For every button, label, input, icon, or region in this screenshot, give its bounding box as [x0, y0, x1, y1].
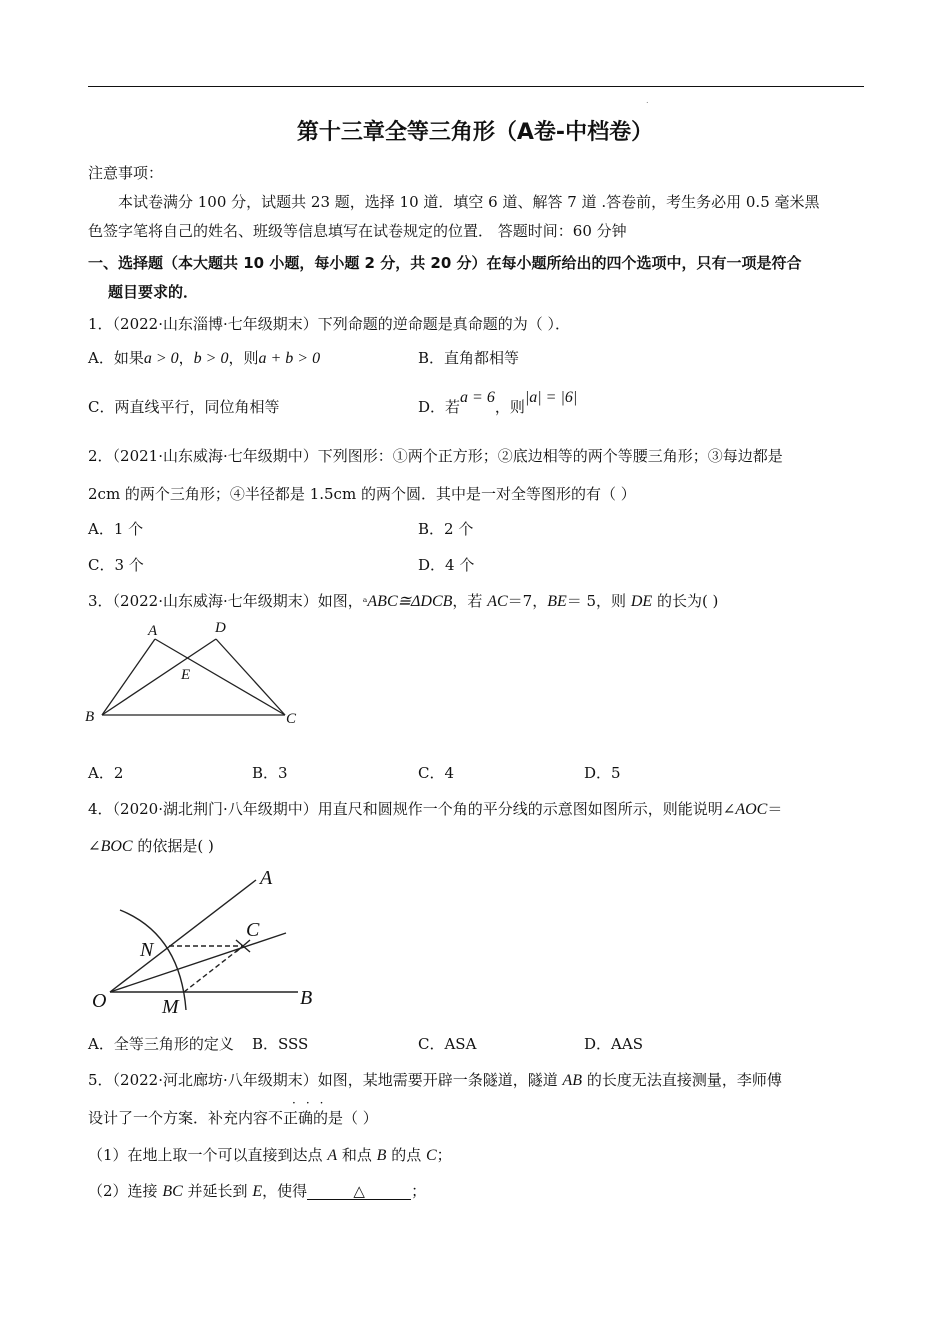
q3-line-ac [155, 639, 285, 715]
q4-angle-boc: BOC [100, 838, 133, 855]
q3-option-b: B．3 [252, 764, 288, 782]
q4-line-1-end: ＝ [767, 800, 783, 818]
q1-stem: 1．（2022·山东淄博·七年级期末）下列命题的逆命题是真命题的为（ ）． [88, 315, 571, 333]
q3-be: BE [547, 593, 567, 610]
q4-figure [88, 862, 328, 1022]
q3-stem-mid-1: ，若 [452, 592, 488, 610]
q3-option-a: A．2 [88, 764, 124, 782]
q5-step-2-blank: △ [307, 1183, 411, 1200]
notice-label: 注意事项： [88, 164, 164, 182]
q1-a-mid: ，则 [228, 349, 259, 367]
q3-label-e: E [181, 667, 191, 683]
q5-step-1-mid-2: 的点 [386, 1146, 426, 1164]
q5-line-1-end: 的长度无法直接测量，李师傅 [582, 1071, 782, 1089]
q2-line-2: 2cm 的两个三角形；④半径都是 1.5cm 的两个圆．其中是一对全等图形的有（ ） [88, 485, 636, 503]
q1-a-sep: ， [178, 349, 194, 367]
q4-option-c: C．ASA [418, 1035, 477, 1053]
q2-option-d: D．4 个 [418, 556, 475, 574]
q4-label-a: A [260, 867, 273, 889]
q5-line-2: 设计了一个方案．补充内容不正确的是（ ） [88, 1109, 378, 1127]
q3-ac: AC [487, 593, 508, 610]
q1-option-d [418, 386, 578, 416]
q4-label-o: O [92, 990, 107, 1012]
q3-triangle-mark: ᵃ [362, 595, 368, 609]
q1-d-math-1: a = 6 [460, 389, 495, 406]
notice-line-1: 本试卷满分 100 分，试题共 23 题，选择 10 道．填空 6 道、解答 7 道 .答卷前，考生务必用 0.5 毫米黑 [118, 193, 820, 211]
q4-label-n: N [140, 939, 154, 961]
q1-d-mid: ，则 [494, 398, 525, 416]
q1-a-prefix: A．如果 [88, 349, 144, 367]
q5-step-1 [88, 1144, 452, 1165]
q4-dashed-mc [184, 946, 243, 992]
q5-step-2-e: E [252, 1183, 263, 1200]
q5-step-2 [88, 1180, 426, 1201]
q1-d-math-2: |a| = |6| [524, 389, 578, 406]
q5-step-2-mid: 并延长到 [182, 1182, 253, 1200]
q3-option-c: C．4 [418, 764, 455, 782]
header-rule [88, 86, 864, 87]
q5-line-1-pre: 5．（2022·河北廊坊·八年级期末）如图，某地需要开辟一条隧道，隧道 [88, 1071, 563, 1089]
q3-line-dc [216, 639, 285, 715]
q2-option-b: B．2 个 [418, 520, 474, 538]
q4-line-1-pre: 4．（2020·湖北荆门·八年级期中）用直尺和圆规作一个角的平分线的示意图如图所示，则能说明∠ [88, 800, 736, 818]
q4-label-b: B [300, 987, 313, 1009]
q3-label-d: D [215, 620, 226, 636]
section-heading-line-1: 一、选择题（本大题共 10 小题，每小题 2 分，共 20 分）在每小题所给出的四个选项中，只有一项是符合 [88, 254, 802, 272]
q5-step-1-c: C [425, 1147, 437, 1164]
q3-option-d: D．5 [584, 764, 621, 782]
q3-label-a: A [148, 623, 158, 639]
q1-d-prefix: D．若 [418, 398, 461, 416]
q3-stem-mid-2: ＝7， [507, 592, 548, 610]
section-heading-line-2: 题目要求的． [108, 283, 199, 301]
q3-stem [88, 590, 718, 611]
q3-line-ba [102, 639, 155, 715]
q1-a-math-2: b > 0 [193, 350, 229, 367]
q5-step-2-bc: BC [162, 1183, 183, 1200]
q5-step-2-pre: （2）连接 [88, 1182, 163, 1200]
q5-step-1-mid: 和点 [337, 1146, 377, 1164]
q4-ray-oa [110, 880, 256, 992]
page-title: 第十三章全等三角形（A卷-中档卷） [296, 120, 654, 145]
header-mark: . [646, 96, 649, 105]
q3-de: DE [630, 593, 653, 610]
q5-step-2-end: ； [411, 1182, 427, 1200]
q4-label-c: C [246, 919, 260, 941]
q5-step-1-end: ； [436, 1146, 452, 1164]
q1-a-math-1: a > 0 [143, 350, 179, 367]
notice-line-2: 色签字笔将自己的姓名、班级等信息填写在试卷规定的位置． 答题时间：60 分钟 [88, 222, 627, 240]
q3-stem-mid-3: ＝ 5，则 [566, 592, 631, 610]
q4-line-1 [88, 798, 782, 819]
q5-step-1-b: B [376, 1147, 387, 1164]
q5-line-1 [88, 1069, 782, 1090]
q1-option-a [88, 347, 320, 368]
q4-option-d: D．AAS [584, 1035, 643, 1053]
q3-label-c: C [286, 711, 297, 727]
q1-option-c: C．两直线平行，同位角相等 [88, 398, 280, 416]
q4-option-b: B．SSS [252, 1035, 309, 1053]
q5-step-2-mid-2: ，使得 [262, 1182, 308, 1200]
q2-line-1: 2．（2021·山东威海·七年级期中）下列图形：①两个正方形；②底边相等的两个等腰三角形；③每边都是 [88, 447, 783, 465]
q3-label-b: B [85, 709, 95, 725]
q4-angle-aoc: AOC [735, 801, 768, 818]
q1-option-b: B．直角都相等 [418, 349, 520, 367]
q3-stem-pre: 3．（2022·山东威海·七年级期末）如图， [88, 592, 363, 610]
q5-step-1-pre: （1）在地上取一个可以直接到达点 [88, 1146, 328, 1164]
q4-option-a: A．全等三角形的定义 [88, 1035, 234, 1053]
q5-emphasis-dots: ··· [292, 1096, 334, 1110]
q4-line-2-end: 的依据是( ) [132, 837, 214, 855]
q5-step-1-a: A [327, 1147, 338, 1164]
q3-line-bd [102, 639, 216, 715]
q3-congruence: ABC≅ΔDCB [367, 593, 453, 610]
q4-ray-oc [110, 933, 286, 992]
q2-option-a: A．1 个 [88, 520, 144, 538]
q2-option-c: C．3 个 [88, 556, 144, 574]
q1-a-math-3: a + b > 0 [258, 350, 321, 367]
q3-figure [80, 615, 310, 735]
q4-line-2-pre: ∠ [88, 837, 101, 855]
q4-line-2 [88, 835, 214, 856]
q3-stem-end: 的长为( ) [652, 592, 719, 610]
q4-label-m: M [162, 996, 179, 1018]
q5-ab: AB [562, 1072, 583, 1089]
